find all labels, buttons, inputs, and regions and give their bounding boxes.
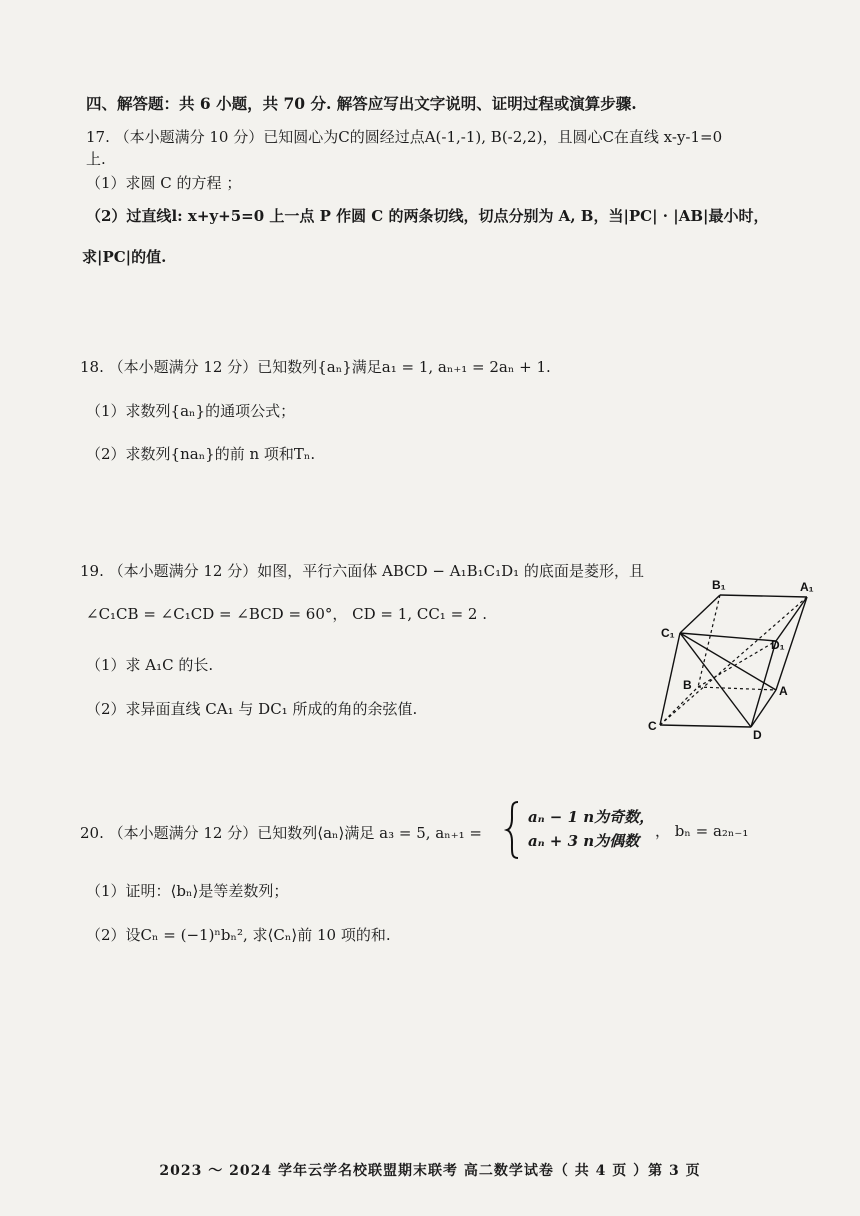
q18-stem: 18. （本小题满分 12 分）已知数列{aₙ}满足a₁ = 1, aₙ₊₁ = 2aₙ + 1. <box>80 358 551 376</box>
label-C1: C₁ <box>661 626 675 640</box>
q20-case-even: aₙ + 3 n为偶数 <box>528 832 640 850</box>
edge-A1D1 <box>776 597 807 641</box>
q20-part2: （2）设Cₙ = (−1)ⁿbₙ², 求⟨Cₙ⟩前 10 项的和. <box>86 926 391 944</box>
label-D1: D₁ <box>771 638 785 652</box>
q18-part2: （2）求数列{naₙ}的前 n 项和Tₙ. <box>86 445 316 463</box>
q17-stem-line2: 上. <box>86 150 106 168</box>
q19-part1: （1）求 A₁C 的长. <box>86 656 214 674</box>
edge-BA-hidden <box>698 687 776 690</box>
edge-B1C1 <box>680 595 720 633</box>
label-B1: B₁ <box>712 578 726 592</box>
q17-part1: （1）求圆 C 的方程 ； <box>86 174 242 192</box>
q19-stem-line1: 19. （本小题满分 12 分）如图，平行六面体 ABCD − A₁B₁C₁D₁ 的底面是菱形，且 <box>80 562 644 580</box>
q20-stem-suffix: ， bₙ = a₂ₙ₋₁ <box>655 822 749 840</box>
q17-part2-line2: 求|PC|的值. <box>82 248 167 266</box>
q18-part1: （1）求数列{aₙ}的通项公式； <box>86 402 296 420</box>
edge-C1C <box>660 633 680 725</box>
edge-B1A1 <box>720 595 807 597</box>
edge-DA <box>751 690 776 727</box>
section-heading: 四、解答题：共 6 小题，共 70 分. 解答应写出文字说明、证明过程或演算步骤. <box>86 94 637 113</box>
label-C: C <box>648 719 657 733</box>
diagonal-C1A <box>680 633 776 690</box>
edge-CD <box>660 725 751 727</box>
edge-B1B-hidden <box>698 595 720 687</box>
q20-part1: （1）证明：⟨bₙ⟩是等差数列； <box>86 882 289 900</box>
q20-stem-prefix: 20. （本小题满分 12 分）已知数列⟨aₙ⟩满足 a₃ = 5, aₙ₊₁ = <box>80 824 482 842</box>
label-A1: A₁ <box>800 580 814 594</box>
label-D: D <box>753 728 762 742</box>
q19-part2: （2）求异面直线 CA₁ 与 DC₁ 所成的角的余弦值. <box>86 700 418 718</box>
brace-symbol <box>505 800 521 860</box>
q19-stem-line2: ∠C₁CB = ∠C₁CD = ∠BCD = 60°， CD = 1, CC₁ = 2 . <box>86 605 488 623</box>
page-footer: 2023 ～ 2024 学年云学名校联盟期末联考 高二数学试卷（ 共 4 页 ）第 3 页 <box>159 1163 701 1179</box>
q17-part2-line1: （2）过直线l: x+y+5=0 上一点 P 作圆 C 的两条切线，切点分别为 A, B，当|PC| · |AB|最小时， <box>86 207 769 225</box>
parallelepiped-figure <box>640 575 814 745</box>
label-B: B <box>683 678 692 692</box>
label-A: A <box>779 684 788 698</box>
q20-case-odd: aₙ − 1 n为奇数， <box>528 808 655 826</box>
edge-D1D <box>751 641 776 727</box>
q17-stem-line1: 17. （本小题满分 10 分）已知圆心为C的圆经过点A(-1,-1), B(-2,2)，且圆心C在直线 x-y-1=0 <box>86 128 723 146</box>
